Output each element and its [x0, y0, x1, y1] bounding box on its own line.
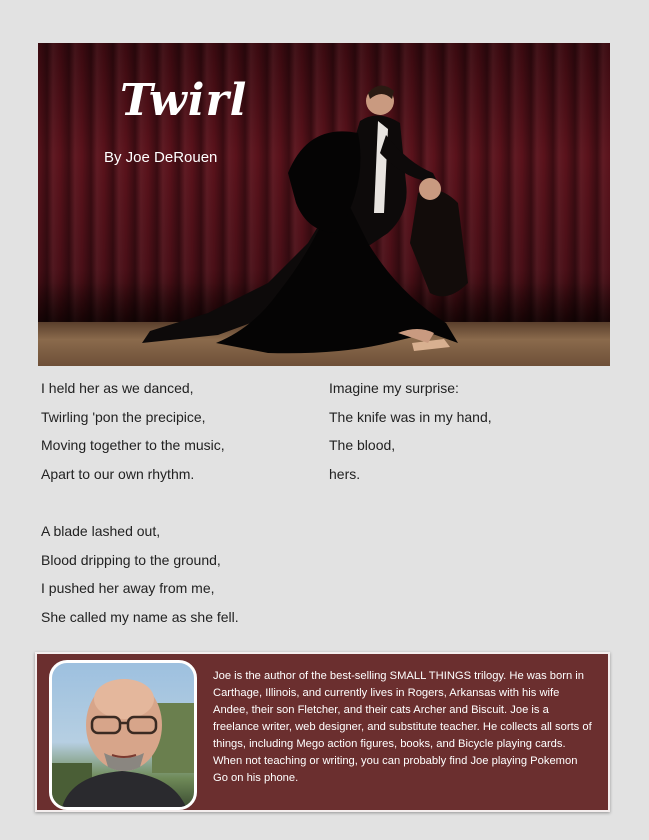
author-portrait — [52, 663, 194, 807]
poem-left-column — [41, 374, 239, 631]
poem-line: hers. — [329, 465, 361, 482]
poem-line: I pushed her away from me, — [41, 580, 215, 597]
author-bio-text: Joe is the author of the best-selling SMALL THINGS trilogy. He was born in Carthage, Illinois, and currently lives in Rogers, Arkansas with his wife Andee, their son Fletcher, and their cats Archer and Biscuit. Joe is a freelance writer, web designer, and substitute teacher. He collects all sorts of things, including Mego action figures, books, and Bicycle playing cards. When not teaching or writing, you can probably find Joe playing Pokemon Go on his phone. — [213, 670, 592, 784]
byline: By Joe DeRouen — [104, 149, 218, 166]
author-photo — [49, 660, 197, 810]
female-dancer — [216, 131, 468, 353]
hero-photo — [38, 43, 610, 366]
poem-line: The blood, — [329, 437, 396, 454]
poem-line: I held her as we danced, — [41, 380, 194, 396]
poem-line: She called my name as she fell. — [41, 608, 239, 625]
poem-line: Blood dripping to the ground, — [41, 551, 221, 568]
story-title: Twirl — [120, 75, 248, 126]
poem-right-column — [329, 374, 492, 488]
poem-line: Imagine my surprise: — [329, 380, 459, 396]
poem-line: Apart to our own rhythm. — [41, 465, 195, 482]
poem-line: Twirling 'pon the precipice, — [41, 408, 206, 425]
poem-line: Moving together to the music, — [41, 437, 225, 454]
author-bio-box — [35, 652, 610, 812]
poem-line: The knife was in my hand, — [329, 408, 492, 425]
poem-line: A blade lashed out, — [41, 522, 161, 539]
poem-stanza-gap — [41, 488, 239, 517]
